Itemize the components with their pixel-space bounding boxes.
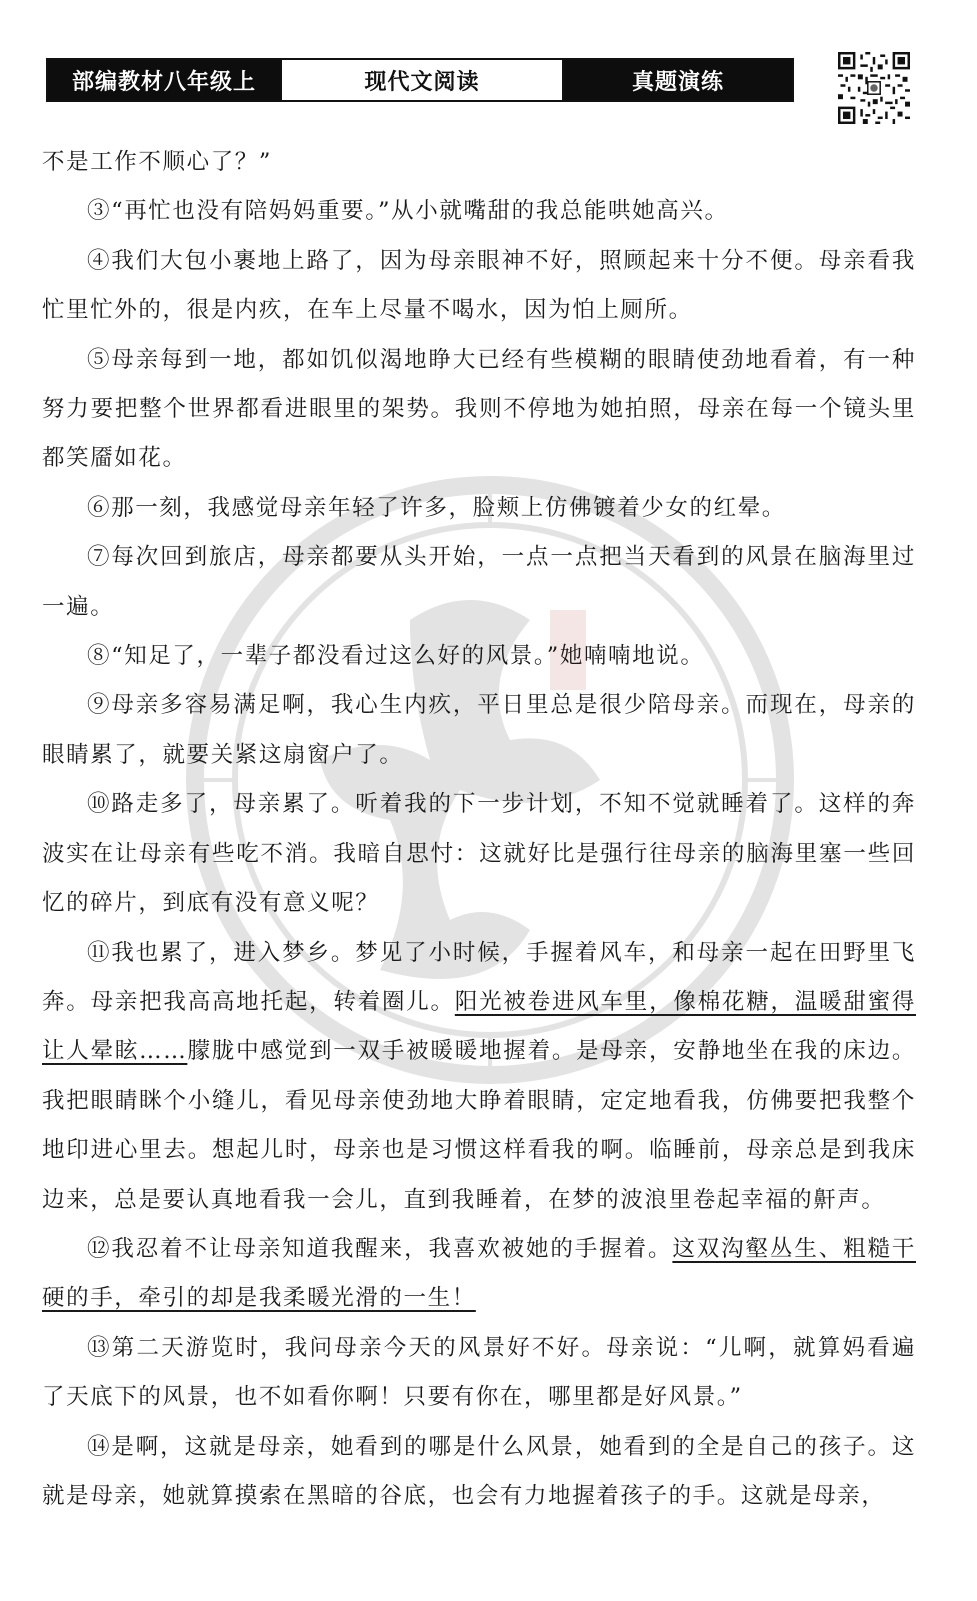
paragraph — [42, 1423, 916, 1522]
paragraph-text: ⑫我忍着不让母亲知道我醒来，我喜欢被她的手握着。 — [87, 1235, 673, 1262]
paragraph-text: ⑧“知足了，一辈子都没看过这么好的风景。”她喃喃地说。 — [87, 643, 705, 670]
paragraph-text: ⑩路走多了，母亲累了。听着我的下一步计划，不知不觉就睡着了。这样的奔波实在让母亲有些吃不消。我暗自思忖：这就好比是强行往母亲的脑海里塞一些回忆的碎片，到底有没有意义呢？ — [42, 791, 916, 917]
paragraph — [42, 138, 916, 187]
paragraph — [42, 681, 916, 780]
paragraph — [42, 929, 916, 1225]
header-bar — [46, 58, 794, 102]
paragraph — [42, 237, 916, 336]
paragraph — [42, 1324, 916, 1423]
paragraph-text: ⑦每次回到旅店，母亲都要从头开始，一点一点把当天看到的风景在脑海里过一遍。 — [42, 544, 916, 620]
paragraph-text: 朦胧中感觉到一双手被暖暖地握着。是母亲，安静地坐在我的床边。我把眼睛眯个小缝儿，看见母亲使劲地大睁着眼睛，定定地看我，仿佛要把我整个地印进心里去。想起儿时，母亲也是习惯这样看我的啊。临睡前，母亲总是到我床边来，总是要认真地看我一会儿，直到我睡着，在梦的波浪里卷起幸福的鼾声。 — [42, 1038, 916, 1213]
paragraph — [42, 187, 916, 236]
paragraph — [42, 484, 916, 533]
header-section-title: 现代文阅读 — [280, 60, 564, 100]
underlined-sentence: 阳光被卷进风车里，像棉花糖，温暖甜蜜得让人晕眩…… — [42, 988, 916, 1065]
paragraph-text: ⑨母亲多容易满足啊，我心生内疚，平日里总是很少陪母亲。而现在，母亲的眼睛累了，就要关紧这扇窗户了。 — [42, 692, 916, 768]
paragraph-text: 不是工作不顺心了？” — [42, 149, 273, 175]
paragraph-text: ⑭是啊，这就是母亲，她看到的哪是什么风景，她看到的全是自己的孩子。这就是母亲，她就算摸索在黑暗的谷底，也会有力地握着孩子的手。这就是母亲， — [42, 1433, 916, 1509]
paragraph-text: ⑪我也累了，进入梦乡。梦见了小时候，手握着风车，和母亲一起在田野里飞奔。母亲把我高高地托起，转着圈儿。 — [42, 939, 916, 1015]
underlined-sentence: 这双沟壑丛生、粗糙干硬的手，牵引的却是我柔暖光滑的一生！ — [42, 1235, 916, 1312]
paragraph-text: ⑬第二天游览时，我问母亲今天的风景好不好。母亲说：“儿啊，就算妈看遍了天底下的风景，也不如看你啊！只要有你在，哪里都是好风景。” — [42, 1334, 916, 1411]
paragraph-text: ④我们大包小裹地上路了，因为母亲眼神不好，照顾起来十分不便。母亲看我忙里忙外的，很是内疚，在车上尽量不喝水，因为怕上厕所。 — [42, 247, 916, 324]
qr-code-icon — [838, 52, 910, 124]
paragraph — [42, 533, 916, 632]
paragraph-text: ③“再忙也没有陪妈妈重要。”从小就嘴甜的我总能哄她高兴。 — [87, 198, 729, 225]
header-exercise-label: 真题演练 — [564, 60, 792, 100]
paragraph — [42, 1225, 916, 1324]
paragraph — [42, 336, 916, 484]
paragraph — [42, 632, 916, 681]
paragraph-text: ⑥那一刻，我感觉母亲年轻了许多，脸颊上仿佛镀着少女的红晕。 — [87, 494, 786, 521]
header-textbook-label: 部编教材八年级上 — [48, 60, 280, 100]
paragraph — [42, 780, 916, 928]
article-body — [42, 138, 916, 1521]
paragraph-text: ⑤母亲每到一地，都如饥似渴地睁大已经有些模糊的眼睛使劲地看着，有一种努力要把整个世界都看进眼里的架势。我则不停地为她拍照，母亲在每一个镜头里都笑靥如花。 — [42, 346, 916, 472]
